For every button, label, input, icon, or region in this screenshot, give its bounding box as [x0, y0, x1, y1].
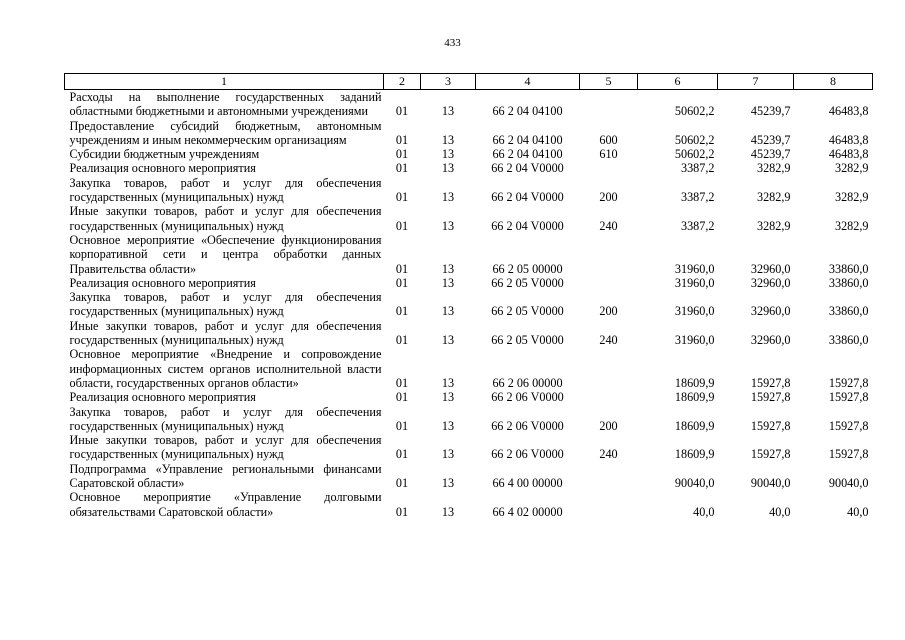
amount-col-7: 32960,0: [750, 333, 791, 348]
subsection-code: 13: [441, 147, 455, 162]
table-row: [65, 204, 873, 233]
amount-col-8: 15927,8: [828, 418, 869, 433]
table-row: [65, 119, 873, 148]
amount-col-6: 18609,9: [674, 418, 715, 433]
expense-type-code: 240: [599, 447, 618, 462]
table-row: [65, 490, 873, 519]
amount-col-7: 45239,7: [750, 147, 791, 162]
amount-col-8: 46483,8: [828, 147, 869, 162]
amount-col-6: 18609,9: [674, 375, 715, 390]
column-header: 1: [65, 74, 384, 90]
subsection-code: 13: [441, 476, 455, 491]
subsection-code: 13: [441, 218, 455, 233]
amount-col-6: 31960,0: [674, 275, 715, 290]
amount-col-7: 3282,9: [756, 218, 791, 233]
subsection-code: 13: [441, 504, 455, 519]
target-article-code: 66 4 00 00000: [492, 476, 563, 491]
column-header: 3: [421, 74, 476, 90]
amount-col-8: 46483,8: [828, 132, 869, 147]
amount-col-8: 33860,0: [828, 304, 869, 319]
section-code: 01: [395, 476, 409, 491]
amount-col-8: 15927,8: [828, 375, 869, 390]
target-article-code: 66 2 05 V0000: [491, 333, 564, 348]
amount-col-6: 31960,0: [674, 333, 715, 348]
row-name: Основное мероприятие «Обеспечение функционирования корпоративной сети и центра обработки данных Правительства области»: [69, 232, 382, 276]
section-code: 01: [395, 261, 409, 276]
column-header: 6: [638, 74, 718, 90]
target-article-code: 66 2 05 V0000: [491, 275, 564, 290]
subsection-code: 13: [441, 418, 455, 433]
subsection-code: 13: [441, 132, 455, 147]
amount-col-8: 15927,8: [828, 390, 869, 405]
expense-type-code: [580, 390, 638, 404]
expense-type-code: 200: [599, 190, 618, 205]
amount-col-7: 32960,0: [750, 261, 791, 276]
table-row: [65, 347, 873, 390]
expense-type-code: [580, 490, 638, 519]
expense-type-code: [580, 90, 638, 119]
column-header: 4: [476, 74, 580, 90]
row-name: Основное мероприятие «Внедрение и сопровождение информационных систем органов исполнительной власти области, государственных органов области»: [69, 347, 382, 390]
subsection-code: 13: [441, 161, 455, 176]
amount-col-7: 15927,8: [750, 418, 791, 433]
section-code: 01: [395, 104, 409, 119]
section-code: 01: [395, 190, 409, 205]
subsection-code: 13: [441, 375, 455, 390]
section-code: 01: [395, 147, 409, 162]
target-article-code: 66 2 04 04100: [492, 132, 563, 147]
row-name: Субсидии бюджетным учреждениям: [69, 147, 260, 162]
row-name: Основное мероприятие «Управление долговыми обязательствами Саратовской области»: [69, 490, 382, 519]
expense-type-code: 600: [599, 132, 618, 147]
amount-col-8: 3282,9: [834, 190, 869, 205]
subsection-code: 13: [441, 190, 455, 205]
table-row: [65, 319, 873, 348]
section-code: 01: [395, 304, 409, 319]
budget-table: [64, 73, 873, 519]
amount-col-8: 33860,0: [828, 333, 869, 348]
column-header: 7: [718, 74, 794, 90]
target-article-code: 66 2 06 V0000: [491, 390, 564, 405]
expense-type-code: 200: [599, 418, 618, 433]
row-name: Закупка товаров, работ и услуг для обеспечения государственных (муниципальных) нужд: [69, 175, 382, 205]
section-code: 01: [395, 275, 409, 290]
target-article-code: 66 2 06 00000: [492, 375, 563, 390]
target-article-code: 66 2 04 04100: [492, 147, 563, 162]
section-code: 01: [395, 218, 409, 233]
section-code: 01: [395, 333, 409, 348]
amount-col-7: 32960,0: [750, 304, 791, 319]
row-name: Реализация основного мероприятия: [69, 275, 256, 290]
table-row: [65, 462, 873, 491]
amount-col-8: 3282,9: [834, 161, 869, 176]
subsection-code: 13: [441, 304, 455, 319]
row-name: Расходы на выполнение государственных заданий областными бюджетными и автономными учреждениями: [69, 90, 382, 119]
target-article-code: 66 2 04 04100: [492, 104, 563, 119]
amount-col-6: 3387,2: [680, 161, 715, 176]
expense-type-code: [580, 347, 638, 390]
amount-col-7: 15927,8: [750, 375, 791, 390]
amount-col-8: 46483,8: [828, 104, 869, 119]
row-name: Подпрограмма «Управление региональными финансами Саратовской области»: [69, 461, 382, 491]
amount-col-6: 3387,2: [680, 190, 715, 205]
amount-col-8: 33860,0: [828, 275, 869, 290]
column-header: 2: [384, 74, 421, 90]
table-row: [65, 433, 873, 462]
target-article-code: 66 4 02 00000: [492, 504, 563, 519]
section-code: 01: [395, 390, 409, 405]
expense-type-code: [580, 233, 638, 276]
table-row: [65, 147, 873, 161]
subsection-code: 13: [441, 104, 455, 119]
amount-col-6: 31960,0: [674, 304, 715, 319]
column-header: 5: [580, 74, 638, 90]
table-row: [65, 176, 873, 205]
amount-col-6: 90040,0: [674, 476, 715, 491]
expense-type-code: [580, 462, 638, 491]
target-article-code: 66 2 04 V0000: [491, 161, 564, 176]
table-row: [65, 90, 873, 119]
expense-type-code: 240: [599, 333, 618, 348]
amount-col-7: 90040,0: [750, 476, 791, 491]
expense-type-code: 240: [599, 218, 618, 233]
target-article-code: 66 2 06 V0000: [491, 447, 564, 462]
amount-col-6: 3387,2: [680, 218, 715, 233]
row-name: Реализация основного мероприятия: [69, 161, 256, 176]
section-code: 01: [395, 418, 409, 433]
amount-col-7: 45239,7: [750, 132, 791, 147]
row-name: Закупка товаров, работ и услуг для обеспечения государственных (муниципальных) нужд: [69, 404, 382, 433]
amount-col-7: 15927,8: [750, 447, 791, 462]
amount-col-6: 50602,2: [674, 104, 715, 119]
table-row: [65, 390, 873, 404]
expense-type-code: 200: [599, 304, 618, 319]
target-article-code: 66 2 05 V0000: [491, 304, 564, 319]
subsection-code: 13: [441, 447, 455, 462]
amount-col-8: 40,0: [847, 504, 869, 519]
target-article-code: 66 2 04 V0000: [491, 218, 564, 233]
subsection-code: 13: [441, 275, 455, 290]
table-row: [65, 405, 873, 434]
table-row: [65, 290, 873, 319]
row-name: Закупка товаров, работ и услуг для обеспечения государственных (муниципальных) нужд: [69, 290, 382, 319]
amount-col-8: 90040,0: [828, 476, 869, 491]
expense-type-code: [580, 161, 638, 175]
subsection-code: 13: [441, 261, 455, 276]
table-row: [65, 161, 873, 175]
amount-col-7: 32960,0: [750, 275, 791, 290]
amount-col-8: 3282,9: [834, 218, 869, 233]
amount-col-7: 45239,7: [750, 104, 791, 119]
amount-col-6: 50602,2: [674, 132, 715, 147]
amount-col-7: 3282,9: [756, 190, 791, 205]
amount-col-7: 40,0: [769, 504, 791, 519]
section-code: 01: [395, 504, 409, 519]
amount-col-6: 18609,9: [674, 390, 715, 405]
target-article-code: 66 2 05 00000: [492, 261, 563, 276]
subsection-code: 13: [441, 390, 455, 405]
table-row: [65, 276, 873, 290]
column-header: 8: [794, 74, 873, 90]
section-code: 01: [395, 132, 409, 147]
expense-type-code: 610: [599, 147, 618, 162]
amount-col-7: 15927,8: [750, 390, 791, 405]
amount-col-7: 3282,9: [756, 161, 791, 176]
table-header-row: [65, 74, 873, 90]
row-name: Иные закупки товаров, работ и услуг для обеспечения государственных (муниципальных) нужд: [69, 433, 382, 462]
table-row: [65, 233, 873, 276]
section-code: 01: [395, 375, 409, 390]
amount-col-6: 40,0: [693, 504, 715, 519]
amount-col-8: 15927,8: [828, 447, 869, 462]
expense-type-code: [580, 276, 638, 290]
row-name: Иные закупки товаров, работ и услуг для обеспечения государственных (муниципальных) нужд: [69, 204, 382, 233]
amount-col-6: 50602,2: [674, 147, 715, 162]
target-article-code: 66 2 06 V0000: [491, 418, 564, 433]
row-name: Иные закупки товаров, работ и услуг для обеспечения государственных (муниципальных) нужд: [69, 318, 382, 348]
amount-col-6: 31960,0: [674, 261, 715, 276]
amount-col-6: 18609,9: [674, 447, 715, 462]
amount-col-8: 33860,0: [828, 261, 869, 276]
page-number: 433: [444, 37, 461, 49]
section-code: 01: [395, 161, 409, 176]
target-article-code: 66 2 04 V0000: [491, 190, 564, 205]
row-name: Реализация основного мероприятия: [69, 390, 256, 405]
section-code: 01: [395, 447, 409, 462]
row-name: Предоставление субсидий бюджетным, автономным учреждениям и иным некоммерческим организациям: [69, 118, 382, 147]
subsection-code: 13: [441, 333, 455, 348]
